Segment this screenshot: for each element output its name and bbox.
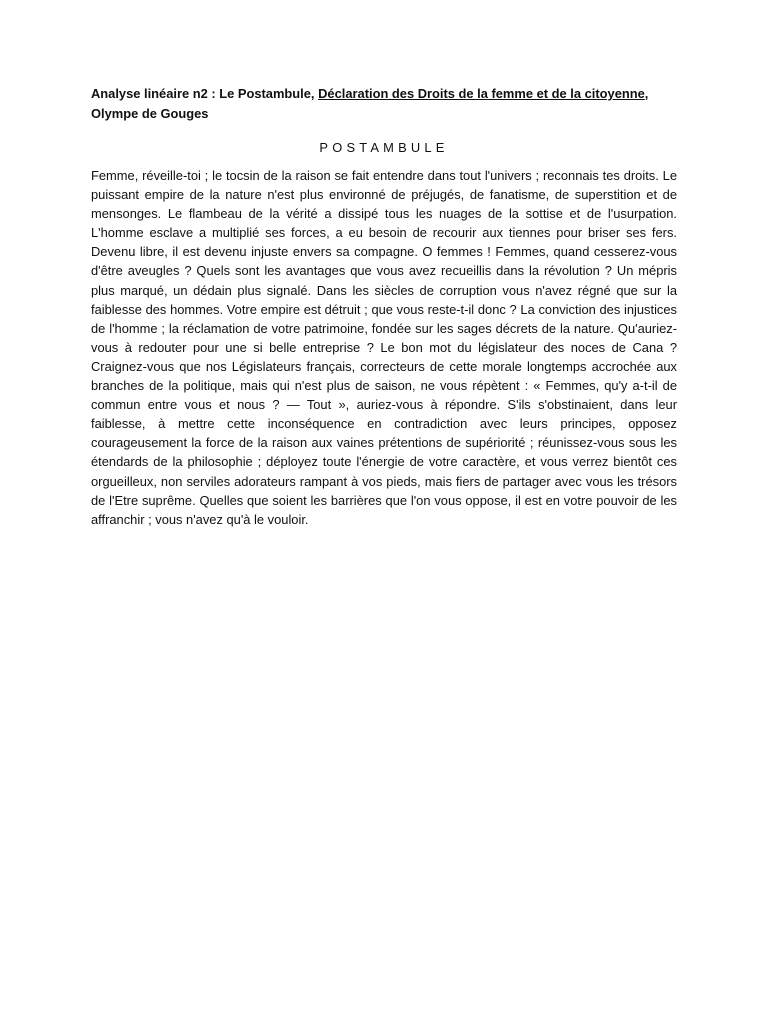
body-paragraph: Femme, réveille-toi ; le tocsin de la raison se fait entendre dans tout l'univers ; reconnais tes droits. Le puissant empire de la nature n'est plus environné de préjugés, de fanatisme, de superstition et de mensonges. Le flambeau de la vérité a dissipé tous les nuages de la sottise et de l'usurpation. L'homme esclave a multiplié ses forces, a eu besoin de recourir aux tiennes pour briser ses fers. Devenu libre, il est devenu injuste envers sa compagne. O femmes ! Femmes, quand cesserez-vous d'être aveugles ? Quels sont les avantages que vous avez recueillis dans la révolution ? Un mépris plus marqué, un dédain plus signalé. Dans les siècles de corruption vous n'avez régné que sur la faiblesse des hommes. Votre empire est détruit ; que vous reste-t-il donc ? La conviction des injustices de l'homme ; la réclamation de votre patrimoine, fondée sur les sages décrets de la nature. Qu'auriez-vous à redouter pour une si belle entreprise ? Le bon mot du législateur des noces de Cana ? Craignez-vous que nos Législateurs français, correcteurs de cette morale longtemps accrochée aux branches de la politique, mais qui n'est plus de saison, ne vous répètent : « Femmes, qu'y a-t-il de commun entre vous et nous ? — Tout », auriez-vous à répondre. S'ils s'obstinaient, dans leur faiblesse, à mettre cette inconséquence en contradiction avec leurs principes, opposez courageusement la force de la raison aux vaines prétentions de supériorité ; réunissez-vous sous les étendards de la philosophie ; déployez toute l'énergie de votre caractère, et vous verrez bientôt ces orgueilleux, non serviles adorateurs rampant à vos pieds, mais fiers de partager avec vous les trésors de l'Etre suprême. Quelles que soient les barrières que l'on vous oppose, il est en votre pouvoir de les affranchir ; vous n'avez qu'à le vouloir. (91, 168, 677, 527)
title-prefix: Analyse linéaire n2 : Le Postambule, (91, 86, 319, 101)
document-title (91, 84, 677, 124)
title-suffix: , Olympe de Gouges (91, 86, 649, 121)
section-heading: POSTAMBULE (319, 140, 449, 155)
title-work-name: Déclaration des Droits de la femme et de la citoyenne (318, 86, 645, 101)
document-page (91, 84, 677, 529)
